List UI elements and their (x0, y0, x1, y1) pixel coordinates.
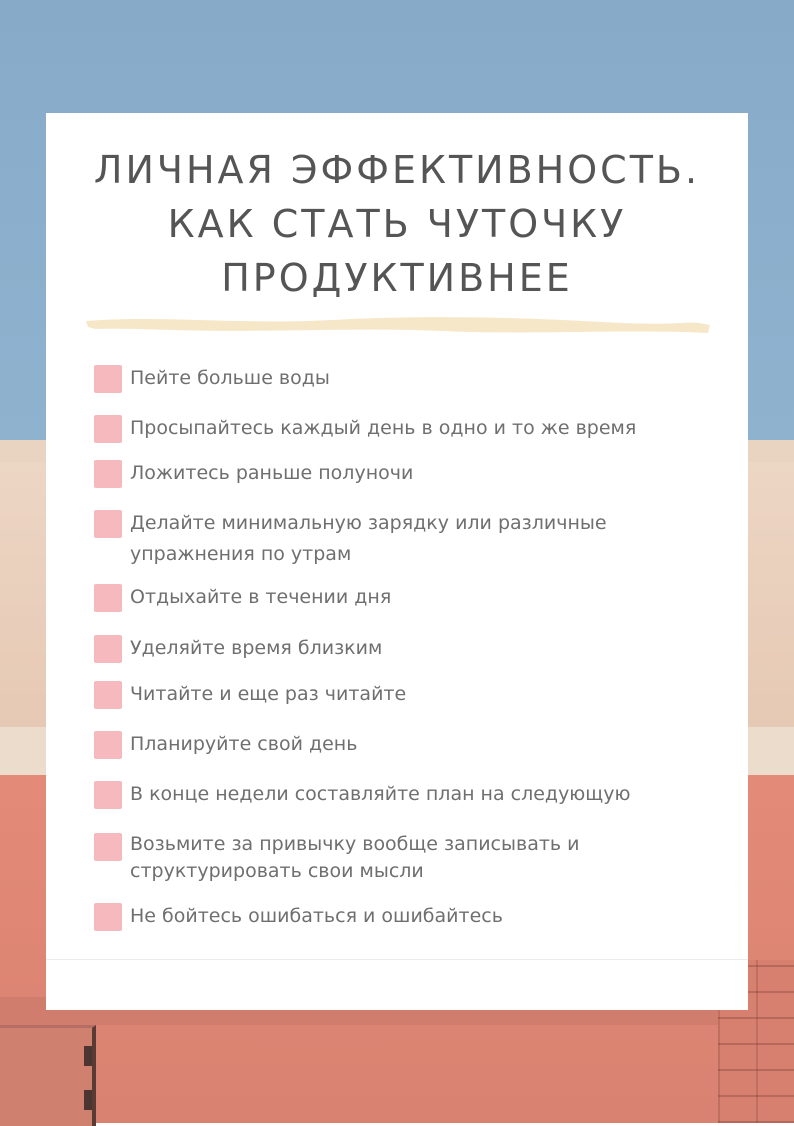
checkbox[interactable] (94, 510, 122, 538)
list-item (94, 413, 720, 444)
title-line-2: КАК СТАТЬ ЧУТОЧКУ (167, 202, 627, 246)
checkbox[interactable] (94, 460, 122, 488)
list-item (94, 633, 720, 664)
list-item (94, 363, 720, 394)
checkbox[interactable] (94, 415, 122, 443)
list-item-label: Планируйте свой день (130, 733, 358, 755)
checkbox[interactable] (94, 584, 122, 612)
list-item (94, 582, 720, 613)
page-title (46, 143, 748, 305)
list-item-label: Отдыхайте в течении дня (130, 586, 392, 608)
checkbox[interactable] (94, 833, 122, 861)
list-item-label: Не бойтесь ошибаться и ошибайтесь (130, 905, 503, 927)
title-line-1: ЛИЧНАЯ ЭФФЕКТИВНОСТЬ. (93, 148, 701, 192)
bottom-divider (46, 959, 748, 960)
door-hinge (84, 1046, 92, 1066)
door-hinge (84, 1090, 92, 1110)
list-item-label: Делайте минимальную зарядку или различные упражнения по утрам (130, 512, 607, 565)
title-line-3: ПРОДУКТИВНЕЕ (221, 256, 573, 300)
list-item (94, 679, 720, 710)
list-item (94, 901, 720, 932)
list-item (94, 458, 720, 489)
checkbox[interactable] (94, 903, 122, 931)
list-item-label: Пейте больше воды (130, 367, 330, 389)
list-item-label: Ложитесь раньше полуночи (130, 462, 414, 484)
checklist-card (46, 113, 748, 1010)
checkbox[interactable] (94, 731, 122, 759)
list-item (94, 779, 720, 810)
list-item-label: В конце недели составляйте план на следующую (130, 783, 631, 805)
checkbox[interactable] (94, 365, 122, 393)
list-item (94, 729, 720, 760)
checkbox[interactable] (94, 635, 122, 663)
background-door (0, 1025, 96, 1126)
list-item (94, 831, 720, 885)
checkbox[interactable] (94, 781, 122, 809)
list-item-label: Просыпайтесь каждый день в одно и то же время (130, 417, 637, 439)
list-item-label: Возьмите за привычку вообще записывать и структурировать свои мысли (130, 833, 580, 882)
list-item (94, 508, 720, 570)
checkbox[interactable] (94, 681, 122, 709)
list-item-label: Читайте и еще раз читайте (130, 683, 407, 705)
list-item-label: Уделяйте время близким (130, 637, 383, 659)
brush-stroke-underline (82, 311, 714, 337)
